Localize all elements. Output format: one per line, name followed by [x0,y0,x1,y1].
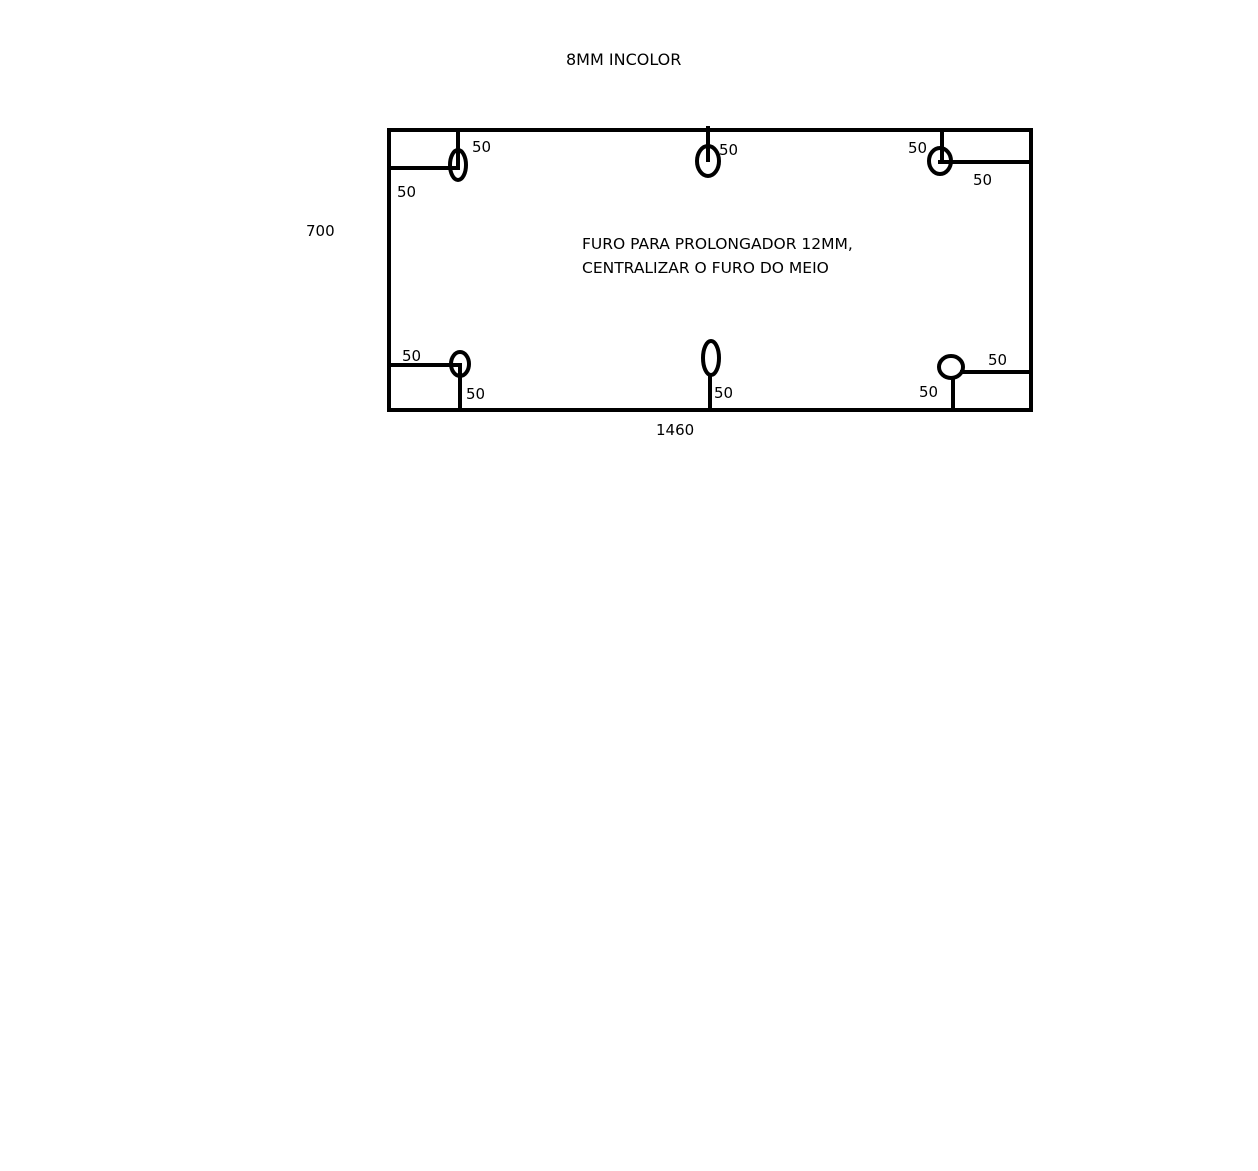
offset-label-bottom-middle: 50 [714,384,734,402]
offset-label-top-right-top: 50 [908,139,928,157]
offset-label-bottom-right-side: 50 [988,351,1008,369]
offset-label-bottom-right-bottom: 50 [919,383,939,401]
note-line-2: CENTRALIZAR O FURO DO MEIO [582,259,829,277]
height-dimension-label: 700 [306,222,335,240]
offset-label-top-right-side: 50 [973,171,993,189]
note-line-1: FURO PARA PROLONGADOR 12MM, [582,235,853,253]
offset-label-bottom-left-side: 50 [402,347,422,365]
offset-label-top-left-top: 50 [472,138,492,156]
offset-label-bottom-left-bottom: 50 [466,385,486,403]
hole-bottom-middle [703,341,719,375]
width-dimension-label: 1460 [656,421,695,439]
hole-bottom-right [939,356,963,378]
offset-label-top-middle: 50 [719,141,739,159]
drawing-title: 8MM INCOLOR [566,50,682,69]
offset-label-top-left-side: 50 [397,183,417,201]
